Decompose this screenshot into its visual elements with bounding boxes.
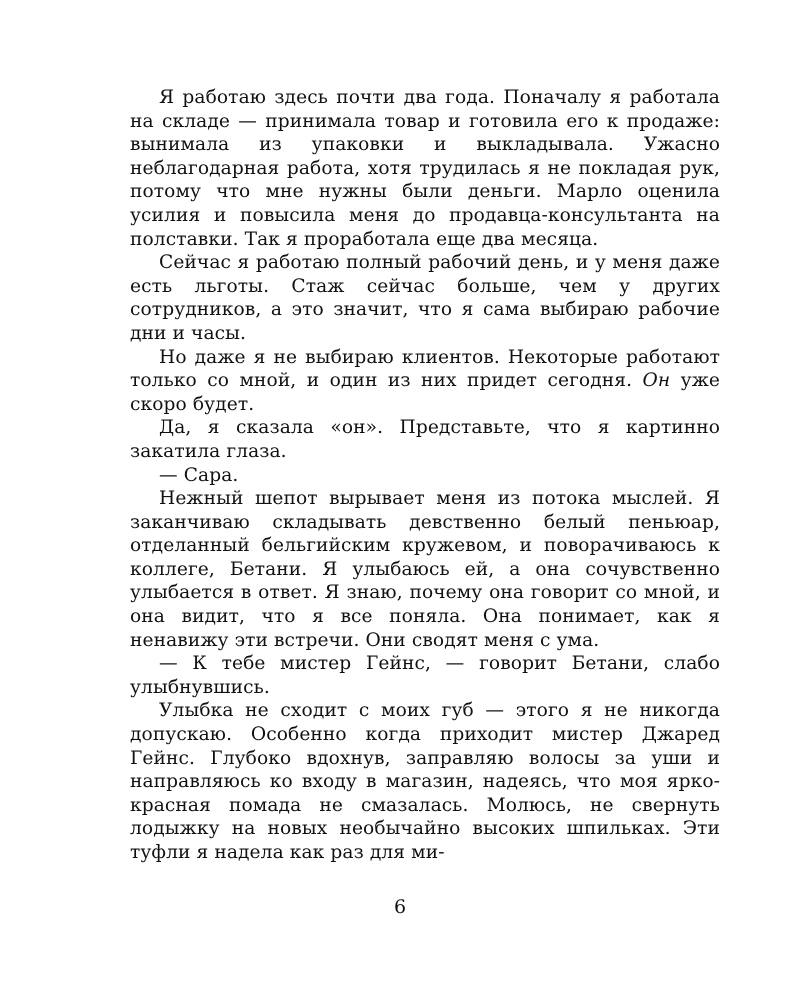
paragraph-6: Нежный шепот вырывает меня из потока мыслей. Я заканчиваю складывать девственно белый пеньюар, отделанный бельгийским кружевом, и поворачиваюсь к коллеге, Бетани. Я улыбаюсь ей, а она сочувственно улыбается в ответ. Я знаю, почему она говорит со мной, и она видит, что я все поняла. Она понимает, как я ненавижу эти встречи. Они сводят меня с ума.	[130, 488, 720, 651]
paragraph-8: Улыбка не сходит с моих губ — этого я не никогда допускаю. Особенно когда приходит мистер Джаред Гейнс. Глубоко вдохнув, заправляю волосы за уши и направляюсь ко входу в магазин, надеясь, что моя ярко-красная помада не смазалась. Молюсь, не свернуть лодыжку на новых необычайно высоких шпильках. Эти туфли я надела как раз для ми-	[130, 700, 720, 863]
paragraph-7-dialogue: — К тебе мистер Гейнс, — говорит Бетани, слабо улыбнувшись.	[130, 653, 720, 698]
book-page	[130, 86, 720, 886]
page-number: 6	[393, 896, 407, 918]
paragraph-5-dialogue: — Сара.	[159, 464, 239, 486]
italic-word: Он	[642, 370, 671, 392]
paragraph-1: Я работаю здесь почти два года. Поначалу я работала на складе — принимала товар и готовила его к продаже: вынимала из упаковки и выкладывала. Ужасно неблагодарная работа, хотя трудилась я не покладая рук, потому что мне нужны были деньги. Марло оценила усилия и повысила меня до продавца-консультанта на полставки. Так я проработала еще два месяца.	[130, 87, 720, 250]
paragraph-3: Но даже я не выбираю клиентов. Некоторые работают только со мной, и один из них придет сегодня. Он уже скоро будет.	[130, 346, 720, 415]
paragraph-2: Сейчас я работаю полный рабочий день, и у меня даже есть льготы. Стаж сейчас больше, чем у других сотрудников, а это значит, что я сама выбираю рабочие дни и часы.	[130, 252, 720, 344]
body-text	[130, 86, 720, 865]
paragraph-4: Да, я сказала «он». Представьте, что я картинно закатила глаза.	[130, 417, 720, 462]
